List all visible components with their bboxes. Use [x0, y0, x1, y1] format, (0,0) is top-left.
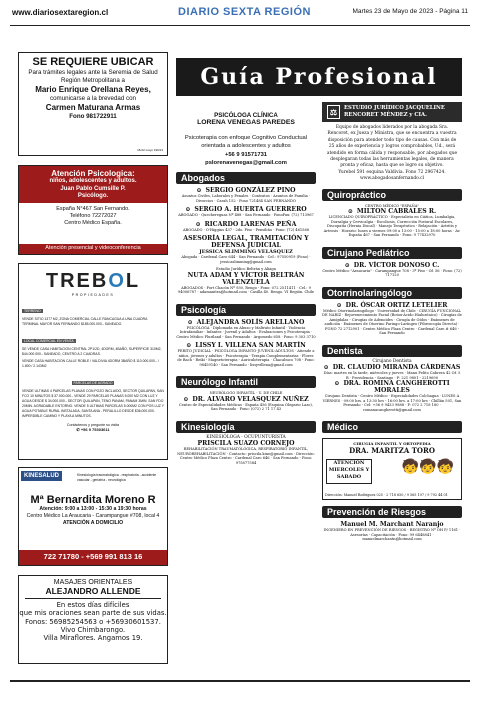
listing-name: ALEJANDRA SOLÍS ARELLANO	[196, 318, 305, 326]
listing-name: SERGIO GONZÁLEZ PINO	[205, 187, 296, 194]
seal-icon: ⊙	[347, 208, 353, 216]
ad-name: ALEJANDRO ALLENDE	[45, 586, 141, 596]
seal-icon: ⊙	[334, 380, 340, 388]
medico-address: Dirección: Manuel Rodriguez 025 · 2 718 650 / 9 565 197 / 9 792 44 01	[325, 492, 448, 497]
psi-description: Psicoterapia con enfoque Cognitivo Conductual orientada a adolescentes y adultos	[184, 135, 308, 149]
listing	[176, 267, 316, 295]
page-header	[10, 6, 470, 26]
seal-icon: ⊙	[336, 301, 342, 309]
ad-hours: Atención: 9:00 a 13:00 - 15:30 a 19:30 horas	[39, 506, 147, 512]
listing-name: ASESORÍA LEGAL, TRAMITACIÓN Y DEFENSA JUDICIAL	[183, 235, 309, 249]
listing-details: Asuntos Civiles, Laborales y Penales · Contratos · Asuntos de Familia · Divorcios · Carah 152 · Fono 721484 SAN FERNANDO	[181, 194, 311, 203]
seal-icon: ⊙	[183, 395, 189, 403]
site-url[interactable]: www.diariosextaregion.cl	[12, 8, 109, 17]
seal-icon: ⊙	[185, 206, 191, 213]
ad-specialties: Kinesiología traumatológica - respiratoria - accidente vascular - geriatría - neurológica	[77, 473, 157, 482]
listing-name: SERGIO A. HUERTA GUERRERO	[194, 206, 307, 213]
seal-icon: ⊙	[195, 220, 201, 228]
listing-name: LISSY I. VILLENA SAN MARTÍN	[195, 342, 306, 349]
listing-name: DR. VÍCTOR DONOSO C.	[353, 261, 440, 269]
seal-icon: ⊙	[323, 364, 329, 372]
listing	[176, 206, 316, 218]
listing-details: Centro Médico "Araucaria" · Carampangue 708 - 3º Piso - Of. 56 · Fono: (72) 717120	[322, 268, 462, 278]
listing-parcelas: VENDE ULTIMAS 4 PARCELAS PLANAS CON POZO INCLUIDO, SECTOR QUILAPAN, SAN FCO 10 MINUTOS $ 37.000.000.- VENDE 29 PARCELAS PLANAS 5.000 M2 CON LUZ Y AGUA DESDE $ 34.000.000.- SECTOR QUILAPAN, TENO PANAM, PANAM 3MIN. SAN FDO 20MIN. AGRADABLE ENTORNO. VENDE 5 ULTIMAS PARCELAS 5.000M2 CON POS LUZ Y AGUA POTABLE RURAL INSTALADA, SANTA ANA - PERALILLO DESDE $36.000.000. IMPERDIBLE CAMINO Y PLAYA A MINUTOS.	[22, 389, 164, 418]
listing-name: NUTA ADAM Y VÍCTOR BELTRÁN VALENZUELA	[187, 271, 305, 286]
listing	[176, 342, 316, 367]
ad-line-2: que mis oraciones sean parte de sus vidas.	[19, 609, 167, 618]
guia-profesional-banner: Guía Profesional	[176, 58, 462, 96]
ad-person: Carmen Maturana Armas	[45, 103, 141, 112]
ad-footer: Atención presencial y videoconferencia	[19, 244, 167, 254]
newspaper-name: DIARIO SEXTA REGIÓN	[178, 6, 311, 18]
contact-phone-number: +56 9 75303611	[80, 427, 110, 432]
contact-cta: Contáctenos y pregunte su visita	[66, 423, 120, 427]
ad-name: Mª Bernardita Moreno R	[30, 494, 156, 506]
listing-details: Cirujano Dentista - Centro Médico · Especialidades Colchagua · LUNES A VIERNES · 09:00 hrs. a 13:30 hrs - 16:00 hrs. a 17:00 hrs · Chillán 501, San Fernando - Cel: +56 9 9433 9888 · F: 072 2 718 180 · romanacangherotti@gmail.com	[322, 394, 462, 412]
listing-name: DR. CLAUDIO MIRANDA CÁRDENAS	[332, 364, 461, 372]
section-quiropractico: Quiropráctico	[322, 189, 462, 201]
ad-phone: Teléfono 72272027	[69, 213, 117, 220]
listing-specialty: KINESIÓLOGA · OCUPUNTURISTA	[206, 434, 286, 440]
ad-name: Juan Pablo Cumsille P.	[60, 185, 126, 192]
listing-name: RICARDO LARENAS PEÑA	[204, 220, 297, 228]
listing-firm: Estudio Jurídico Beltrán y Aliaga	[216, 267, 276, 271]
ad-atencion-psicologica	[18, 165, 168, 255]
listing-name: Manuel M. Marchant Naranjo	[340, 521, 444, 529]
medico-ad	[322, 438, 462, 500]
trebol-logo	[19, 270, 167, 293]
listing-details: INGENIERO EN PREVENCIÓN DE RIESGOS · REGISTRO Nº OH P/ 1161 · Asesorías - Capacitación · Fono: 99 6448841 · manuelmarchantn@hotmail.com	[323, 528, 461, 542]
listing-details: LICENCIADO QUIROPRÁCTICO · Especialista en Ciática, Lumbalgia, Dorsalgia y Cervicalgia · Escoliosis, Corrección Postural Escolares, Discopatía (Hernia Discal) · Manejo Terapéutico - Relajación - Artritis y Artrosis · Horario: lunes a viernes 09:00 a 13:00 - 15:00 a 18:00 horas · Av. España 467 - San Fernando - Fono: 9 77432970	[323, 215, 461, 238]
ad-home-service: ATENCIÓN A DOMICILIO	[62, 520, 124, 526]
listing-specialty: Cirujano Dentista	[372, 358, 412, 364]
estudio-website[interactable]: www.abogadosanfernando.cl	[359, 176, 425, 182]
psi-phone: +56 9 91571731	[224, 152, 268, 158]
listing-details: Días: martes en la tarde, miércoles y jueves · Manu Felito Cabrera 42 Of. 5 B · Providencia - Santiago · F: 221 9801 - 2219690	[323, 371, 461, 380]
divider	[25, 598, 161, 599]
listing-name: MILTON CABRALES R.	[356, 208, 437, 216]
listing	[176, 235, 316, 264]
section-cirujano-pediatrico: Cirujano Pediátrico	[322, 247, 462, 259]
ad-title: Atención Psicologica:	[51, 169, 135, 178]
section-psicologia: Psicología	[176, 304, 316, 316]
estudio-description: Equipo de abogados liderados por la abogada Sra. Rencoret, ex Jueza y Ministra, que se encuentra a vuestra disposición para atender todo tipo de causas. Con más de 25 años de experiencia y logros comprobables, Ud., será atendido en forma cálida y responsable, por abogados que desplegaran todas las herramientas legales, de manera pronta y eficaz, hasta que se logre su objetivo.	[326, 125, 458, 169]
contact-phone[interactable]	[19, 427, 167, 432]
logo-subtitle: PROPIEDADES	[71, 293, 115, 297]
section-dentista: Dentista	[322, 345, 462, 357]
ad-center: Centro Médico España.	[64, 220, 122, 227]
ad-name: Mario Enrique Orellana Reyes,	[35, 85, 151, 94]
listing-details: ABOGADOS · Port Chacón Nº 930, Rengo - Fono: 072 2511411 · Cel.: 9 94006787 - adamanitra@hotmail.com · Casilla 40. Rengo. VI Región. Chile	[177, 285, 315, 294]
listing-specialty: NEURÓLOGO INFANTIL · U. DE CHILE	[209, 391, 283, 395]
ad-phones: 722 71780 - +569 991 813 16	[19, 550, 167, 565]
psi-name: LORENA VENEGAS PAREDES	[197, 119, 295, 126]
ad-audience: niños, adolescentes y adultos.	[49, 178, 137, 184]
section-otorrino: Otorrinolaringólogo	[322, 287, 462, 299]
listing	[176, 319, 316, 340]
listing-name: PRISCILA SUAZO CORNEJO	[197, 440, 295, 447]
medico-name: DRA. MARITZA TORO	[349, 446, 435, 456]
label-local: LOCAL COMERCIAL EN VENTA	[24, 339, 74, 343]
ad-kinesalud	[18, 467, 168, 566]
ad-top	[19, 468, 167, 492]
ad-address: España N°467 San Fernando.	[56, 206, 130, 212]
listing-details: ABOGADO · Quechereguas Nº 488 - San Fernando · FonoFax: (72) 713967	[178, 213, 314, 217]
estudio-title: ESTUDIO JURÍDICO JACQUELINE RENCORET MÉNDEZ y CIA.	[344, 105, 445, 118]
listing-details: PSICÓLOGA · Diplomada en Abuso y Maltrato Infantil · Violencia Intrafamiliar · Infantes · Juvenil y Adultos · Evaluaciones y Psicoterapia · Centro Médico Pluriland - San Fernando · Argomedo 658 · Fono: 9 303 3710	[176, 325, 316, 339]
issue-date: Martes 23 de Mayo de 2023 - Página 11	[352, 8, 468, 15]
listing-subname: JESSICA SLIMMING VELÁSQUEZ	[199, 249, 293, 255]
listing-center: CENTRO MÉDICO "ESPAÑA"	[365, 203, 419, 208]
listing-name: DR. ALVARO VELASQUEZ NUÑEZ	[192, 395, 309, 403]
kinesalud-logo: KINESALUD	[21, 471, 62, 481]
listing	[176, 187, 316, 203]
ad-address: Villa Miraflores. Angamos 19.	[43, 634, 143, 643]
listing-terreno: VENDE SITIO 1377 M2, ZONA COMERCIAL CALLE RANCAGUA A UNA CUADRA TERMINAL MAYOR SAN FERNANDO $185.000.000.- SANEADO.	[22, 317, 148, 326]
listing-details: PERITO JUDICIAL · PSICÓLOGA INFANTO-JUVENIL-ADULTOS · Atiende a niños, jóvenes y adultos · Psicoterapia - Terapia Complementarias · Flores de Bach - Reiki - Magnetoterapia - Auriculoterapia · Chacabuco 708 - Fono: 98459140 - San Fernando · lissyvillena@gmail.com	[177, 349, 315, 367]
section-abogados: Abogados	[176, 172, 316, 184]
ad-address: Centro Médico La Araucaria - Carampangue #708, local 4	[26, 513, 160, 519]
label-parcelas: PARCELAS DE AGRADO	[73, 381, 113, 385]
scales-of-justice-icon: ⚖	[327, 105, 340, 119]
section-neurologo: Neurólogo Infantil	[176, 376, 316, 388]
ad-top-band	[19, 166, 167, 203]
estudio-phone: Yurebel 591 esquina Valdivia. Fono 72 2967424.	[338, 169, 446, 175]
ad-phone: Fono 981722911	[69, 113, 117, 120]
listing-details: Médico Otorrinolaringólogo · Universidad de Chile · CIRUGÍA FUNCIONAL DE NARIZ · Rejuvenecimiento Facial (Botox-Ácido Hialurónico) · Cirugías de Amígdalas - Cirugías de Adenoides · Cirugía de Oídos - Exámenes de audición · Exámenes de Otorrino Faringo-Laríngeo (Fibroscopía Directa) · FONO 72 2712901 · Centro Médico Plaza Centro · Cardenal Caro # 646 - San Fernando	[322, 308, 462, 336]
listing-local: SE VENDE CASA HABITACION CENTRAL 2P1/2D, 4DORM, 4BAÑO, SUPERFICIE 310M2, $44.000.000.- SANEADO, CENTRO A 2 CUADRAS.	[22, 347, 162, 356]
attention-days-badge: ATENCIÓN MIERCOLES Y SABADO	[326, 459, 372, 484]
ad-phones: Fonos: 56985254563 o +56930601537.	[25, 617, 161, 626]
listing-details: Abogada · Cardenal Caro 644 - San Fernando · Cel.: 97550919 (Fono) · jessicaslimming@gmail.com	[181, 255, 311, 264]
estudio-juridico-ad	[322, 102, 462, 183]
seal-icon: ⊙	[187, 318, 193, 326]
ad-title: SE REQUIERE UBICAR	[32, 56, 154, 68]
children-illustration-icon: 🧒🧒🧒	[401, 459, 455, 476]
listing	[322, 521, 462, 542]
guide-column-right	[322, 102, 462, 662]
listing	[322, 262, 462, 278]
ad-se-requiere-ubicar	[18, 52, 168, 156]
ad-title: MASAJES ORIENTALES	[53, 579, 133, 586]
ad-masajes-orientales	[18, 575, 168, 664]
listing-details: REHABILITACIÓN TRAUMATOLÓGICA, RESPIRATORIO INFANTIL, NEUROREHABILITACIÓN · Contacto: priscila.kine@gmail.com · Dirección: Centro Médico Plaza Centro · Cardenal Caro 646 · San Fernando - Fono: 975877584	[177, 447, 315, 465]
whatsapp-icon: ✆	[76, 427, 81, 432]
ad-contact: comunicarse a la brevedad con	[50, 95, 136, 102]
listing	[322, 204, 462, 238]
ad-role: Psicólogo.	[77, 193, 109, 199]
listing	[322, 360, 462, 413]
ad-details	[19, 203, 167, 244]
listing-details: Centro de Especialidades Médicas · España 456 (Esquina Olegario Lazo), San Fernando · Fono: (072) 2 71 17 43	[179, 402, 313, 411]
seal-icon: ⊙	[344, 261, 350, 269]
psi-email: pslorenavenegas@gmail.com	[205, 160, 287, 166]
ad-location: Vivo Chimbarongo.	[60, 625, 126, 634]
section-kinesiologia: Kinesiología	[176, 421, 316, 433]
psi-heading: PSICÓLOGA CLÍNICA	[214, 112, 278, 119]
ad-code: 18-02 mayo 196/13	[137, 148, 163, 152]
listing-name: DR. ÓSCAR ORTIZ LETELIER	[345, 301, 448, 309]
label-terreno: TERRENO	[24, 309, 41, 313]
logo-text-o: O	[108, 270, 126, 292]
guide-column-left	[176, 102, 316, 662]
listing-name: DRA. ROMINA CANGHEROTTI MORALES	[343, 380, 450, 395]
logo-text-b: L	[125, 270, 141, 292]
seal-icon: ⊙	[196, 187, 202, 194]
listing	[176, 221, 316, 233]
listing-casa: VENDE CASA HABITACION CALLE ROBLE / VALDIVIA 4DORM 3BAÑO $ 110.000.000.- / 1.800 / 2.143M2	[22, 359, 159, 368]
psicologa-clinica-ad	[176, 102, 316, 166]
ad-line-1: En estos días difíciles	[56, 601, 130, 609]
logo-text-a: TREB	[45, 270, 109, 292]
ad-trebol-propiedades	[18, 263, 168, 460]
page-bottom-rule	[10, 680, 470, 682]
listing-details: ABOGADO · O'Higgins 437 - 2do. Piso - Pensiliño · Fono: (72) 461568	[182, 227, 310, 232]
listing	[176, 436, 316, 466]
medico-specialty: CIRUGIA INFANTIL Y ORTOPEDIA	[353, 441, 431, 447]
listing	[322, 302, 462, 336]
listing	[176, 391, 316, 412]
ad-intro: Para trámites legales ante la Seremia de Salud Región Metropolitana a	[28, 69, 158, 84]
section-medico: Médico	[322, 421, 462, 433]
estudio-header	[322, 102, 462, 122]
section-prevencion-riesgos: Prevención de Riesgos	[322, 506, 462, 518]
seal-icon: ⊙	[186, 342, 192, 349]
